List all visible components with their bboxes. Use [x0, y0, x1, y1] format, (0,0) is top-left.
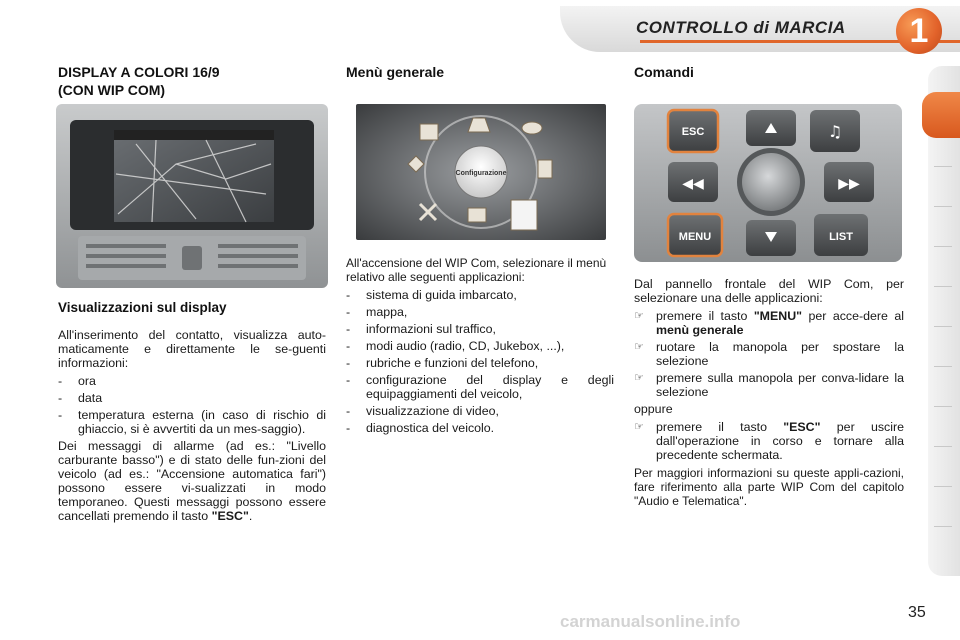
commands-section-title: Comandi: [634, 64, 694, 80]
list-item: - rubriche e funzioni del telefono,: [346, 356, 539, 370]
menu-photo: [356, 104, 606, 240]
chapter-title: CONTROLLO di MARCIA: [636, 18, 846, 37]
menu-button-label: MENU: [678, 231, 712, 243]
menu-intro: All'accensione del WIP Com, selezionare il menù relativo alle seguenti applicazioni:: [346, 256, 607, 284]
menu-center-label: Configurazione: [455, 170, 507, 177]
display-intro: All'inserimento del contatto, visualizza auto-maticamente e direttamente le se-guenti informazioni:: [58, 328, 326, 370]
tab-divider: [934, 206, 952, 207]
tab-divider: [934, 166, 952, 167]
menu-body: [346, 256, 614, 438]
display-subheading: Visualizzazioni sul display: [58, 300, 227, 315]
list-item: - configurazione del display e degli equipaggiamenti del veicolo,: [346, 373, 614, 401]
watermark: carmanualsonline.info: [560, 612, 741, 631]
display-body: [58, 328, 326, 527]
esc-key-ref: "ESC": [211, 509, 249, 523]
list-item: - ora: [58, 374, 96, 388]
phone-icon: [538, 160, 552, 178]
color-display-illustration: [56, 104, 328, 288]
chapter-tab-strip: [928, 66, 960, 576]
display-section-title: DISPLAY A COLORI 16/9 (CON WIP COM): [58, 64, 220, 98]
reference-note: Per maggiori informazioni su queste appli-cazioni, fare riferimento alla parte WIP Com del capitolo "Audio e Telematica".: [634, 466, 904, 508]
tab-divider: [934, 246, 952, 247]
pointing-hand-icon: ☞: [634, 421, 644, 433]
pointing-hand-icon: ☞: [634, 310, 644, 322]
list-item: - diagnostica del veicolo.: [346, 421, 495, 435]
list-item: - temperatura esterna (in caso di rischio di ghiaccio, si è avvertiti da un mes-saggio).: [58, 408, 326, 436]
diagnostic-icon: [468, 208, 486, 222]
commands-intro: Dal pannello frontale del WIP Com, per selezionare una delle applicazioni:: [634, 277, 904, 305]
general-menu-illustration: [356, 104, 606, 240]
list-item: ☞ premere sulla manopola per conva-lidare la selezione: [634, 371, 904, 399]
pointing-hand-icon: ☞: [634, 341, 644, 353]
list-item: - modi audio (radio, CD, Jukebox, ...),: [346, 339, 565, 353]
map-icon: [420, 124, 438, 140]
control-panel-illustration: [634, 104, 902, 262]
alarm-paragraph: Dei messaggi di allarme (ad es.: "Livello carburante basso") e di stato delle fun-zioni del veicolo (ad es.: "Accensione automatica fari") possono essere vi-sualizzati in modo temporaneo. Questi messaggi possono essere cancellati premendo il tasto "ESC".: [58, 439, 326, 523]
tab-divider: [934, 286, 952, 287]
rewind-icon: ◀◀: [682, 176, 704, 192]
rotary-knob[interactable]: [742, 153, 800, 211]
list-item: - mappa,: [346, 305, 408, 319]
list-item: - sistema di guida imbarcato,: [346, 288, 517, 302]
tab-divider: [934, 486, 952, 487]
commands-body: [634, 277, 904, 512]
music-note-icon: ♫: [827, 122, 843, 141]
tab-divider: [934, 406, 952, 407]
list-item: - data: [58, 391, 103, 405]
forward-icon: ▶▶: [838, 176, 860, 192]
chapter-tab-active[interactable]: [922, 92, 960, 138]
menu-section-title: Menù generale: [346, 64, 445, 80]
tab-divider: [934, 526, 952, 527]
tab-divider: [934, 326, 952, 327]
video-icon: [511, 200, 537, 230]
list-item: - visualizzazione di video,: [346, 404, 499, 418]
control-panel-photo: [634, 104, 902, 262]
list-item: - informazioni sul traffico,: [346, 322, 496, 336]
pointing-hand-icon: ☞: [634, 372, 644, 384]
chapter-number-badge: 1: [896, 8, 942, 54]
esc-button-label: ESC: [681, 126, 705, 138]
list-button-label: LIST: [829, 231, 853, 243]
page-number: 35: [908, 604, 926, 621]
oppure-text: oppure: [634, 402, 673, 416]
list-item: ☞ premere il tasto "ESC" per uscire dall'operazione in corso e tornare alla precedente schermata.: [634, 420, 904, 462]
audio-icon: [522, 122, 542, 134]
list-item: ☞ premere il tasto "MENU" per acce-dere al menù generale: [634, 309, 904, 337]
tab-divider: [934, 446, 952, 447]
list-item: ☞ ruotare la manopola per spostare la selezione: [634, 340, 904, 368]
tab-divider: [934, 366, 952, 367]
display-photo: [56, 104, 328, 288]
